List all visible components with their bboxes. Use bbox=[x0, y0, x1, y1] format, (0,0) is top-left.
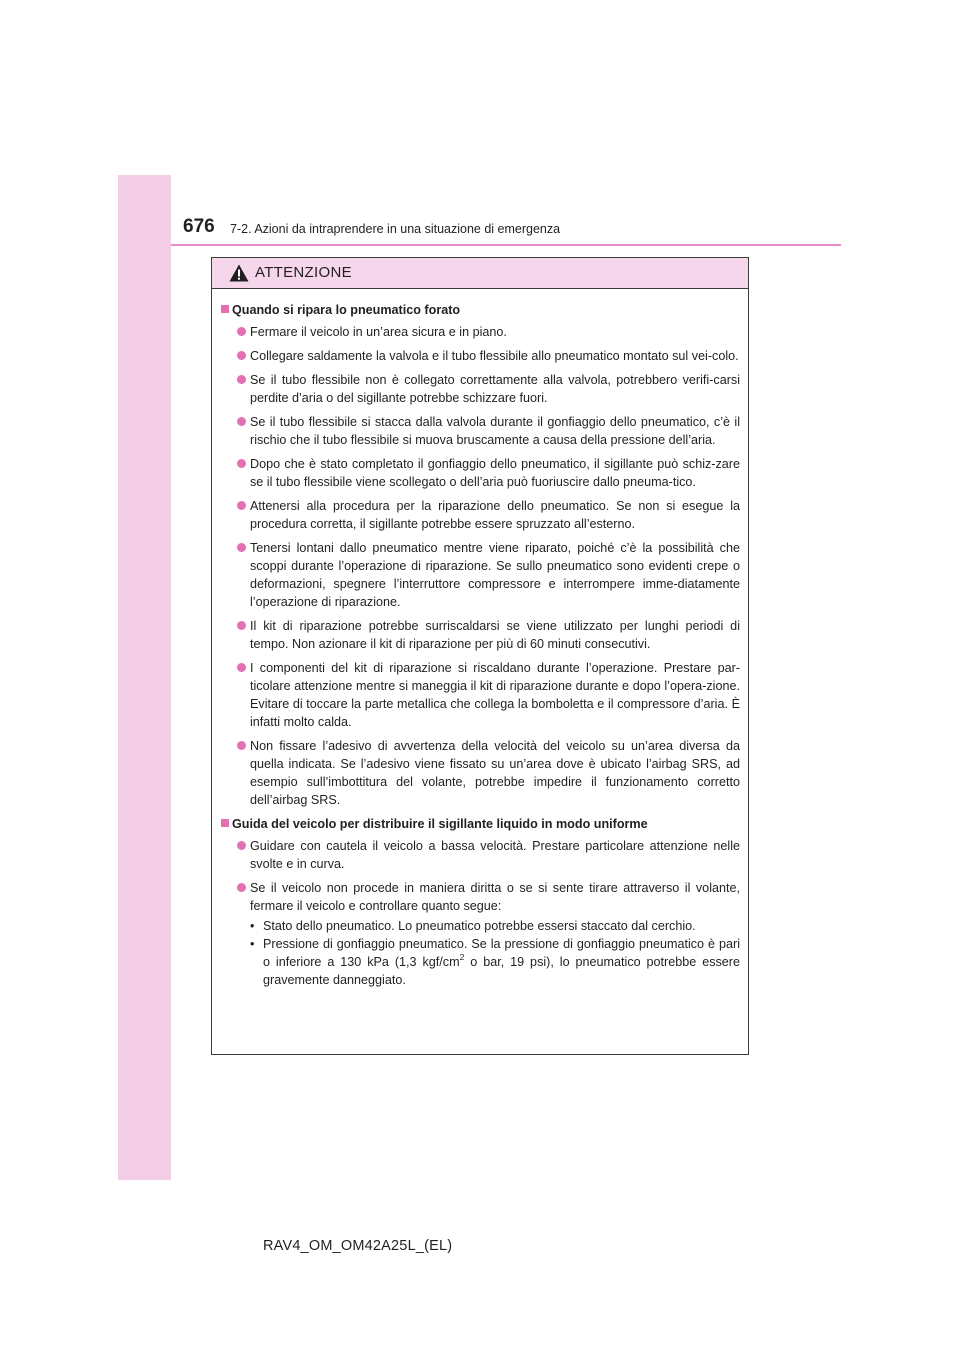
bullet-glyph: • bbox=[250, 919, 255, 933]
round-bullet-icon bbox=[237, 459, 246, 468]
round-bullet-icon bbox=[237, 543, 246, 552]
section-heading bbox=[221, 815, 740, 833]
page-number: 676 bbox=[183, 216, 215, 237]
list-item: Se il tubo flessibile non è collegato correttamente alla valvola, potrebbero verifi-carsi perdite d’aria o del sigillante potrebbe schizzare fuori. bbox=[221, 371, 740, 407]
warning-triangle-icon bbox=[229, 264, 249, 282]
round-bullet-icon bbox=[237, 375, 246, 384]
round-bullet-icon bbox=[237, 327, 246, 336]
warning-body bbox=[212, 289, 748, 989]
square-bullet-icon bbox=[221, 305, 229, 313]
round-bullet-icon bbox=[237, 501, 246, 510]
round-bullet-icon bbox=[237, 741, 246, 750]
list-item: I componenti del kit di riparazione si riscaldano durante l’operazione. Prestare par-ticolare attenzione mentre si maneggia il kit di riparazione durante e dopo l’opera-zione. Evitare di toccare la parte metallica che collega la bomboletta e il compressore d’aria. È infatti molto calda. bbox=[221, 659, 740, 731]
round-bullet-icon bbox=[237, 841, 246, 850]
square-bullet-icon bbox=[221, 819, 229, 827]
round-bullet-icon bbox=[237, 351, 246, 360]
side-tab-strip bbox=[118, 175, 171, 1180]
list-item: Dopo che è stato completato il gonfiaggio dello pneumatico, il sigillante può schiz-zare se il tubo flessibile viene scollegato o dell’aria può fuoriuscire dallo pneuma-tico. bbox=[221, 455, 740, 491]
list-item: Se il tubo flessibile si stacca dalla valvola durante il gonfiaggio dello pneumatico, c’è il rischio che il tubo flessibile si muova bruscamente a causa della pressione dell’aria. bbox=[221, 413, 740, 449]
sub-list bbox=[250, 917, 740, 989]
list-item: Tenersi lontani dallo pneumatico mentre viene riparato, poiché c’è la possibilità che scoppi durante l’operazione di riparazione. Se sullo pneumatico sono evidenti crepe o deformazioni, spegnere l’interruttore compressore e interrompere imme-diatamente l’operazione di riparazione. bbox=[221, 539, 740, 611]
warning-header bbox=[212, 258, 748, 289]
list-item: Il kit di riparazione potrebbe surriscaldarsi se viene utilizzato per lunghi periodi di tempo. Non azionare il kit di riparazione per più di 60 minuti consecutivi. bbox=[221, 617, 740, 653]
list-item: Non fissare l’adesivo di avvertenza della velocità del veicolo su un’area diversa da quella indicata. Se l’adesivo viene fissato su un’area dove è ubicato l’airbag SRS, ad esempio sull’imbottitura del volante, potrebbe impedire il funzionamento corretto dell’airbag SRS. bbox=[221, 737, 740, 809]
round-bullet-icon bbox=[237, 883, 246, 892]
section-heading bbox=[221, 301, 740, 319]
section-title: 7-2. Azioni da intraprendere in una situazione di emergenza bbox=[230, 222, 561, 236]
round-bullet-icon bbox=[237, 621, 246, 630]
list-item: Collegare saldamente la valvola e il tubo flessibile allo pneumatico montato sul vei-colo. bbox=[221, 347, 740, 365]
superscript: 2 bbox=[459, 952, 465, 962]
list-item: Fermare il veicolo in un’area sicura e in piano. bbox=[221, 323, 740, 341]
round-bullet-icon bbox=[237, 417, 246, 426]
warning-label: ATTENZIONE bbox=[255, 264, 352, 281]
document-code: RAV4_OM_OM42A25L_(EL) bbox=[263, 1238, 453, 1254]
section-heading-text: Quando si ripara lo pneumatico forato bbox=[232, 303, 461, 317]
header-divider bbox=[171, 244, 841, 246]
list-item: Attenersi alla procedura per la riparazione dello pneumatico. Se non si esegue la procedura corretta, il sigillante potrebbe essere spruzzato all’esterno. bbox=[221, 497, 740, 533]
sub-list-item: • Stato dello pneumatico. Lo pneumatico potrebbe essersi staccato dal cerchio. bbox=[250, 919, 696, 933]
sub-list-item: • Pressione di gonfiaggio pneumatico. Se la pressione di gonfiaggio pneumatico è pari o inferiore a 130 kPa (1,3 kgf/$cm^2$ o bar, 19 psi), lo pneumatico potrebbe essere gravemente danneggiato. bbox=[250, 937, 740, 987]
list-item: Se il veicolo non procede in maniera diritta o se si sente tirare attraverso il volante, fermare il veicolo e controllare quanto segue: • Stato dello pneumatico. Lo pneumatico potrebbe essersi staccato dal cerchio. • Pressione di gonfiaggio pneumatico. Se la pressione di gonfiaggio pneumatico è pari o inferiore a 130 kPa (1,3 kgf/$cm^2$ o bar, 19 psi), lo pneumatico potrebbe essere gravemente danneggiato. bbox=[221, 879, 740, 989]
list-item: Guidare con cautela il veicolo a bassa velocità. Prestare particolare attenzione nelle svolte e in curva. bbox=[221, 837, 740, 873]
section-heading-text: Guida del veicolo per distribuire il sigillante liquido in modo uniforme bbox=[232, 817, 648, 831]
bullet-glyph: • bbox=[250, 937, 255, 951]
warning-box bbox=[211, 257, 749, 1055]
round-bullet-icon bbox=[237, 663, 246, 672]
